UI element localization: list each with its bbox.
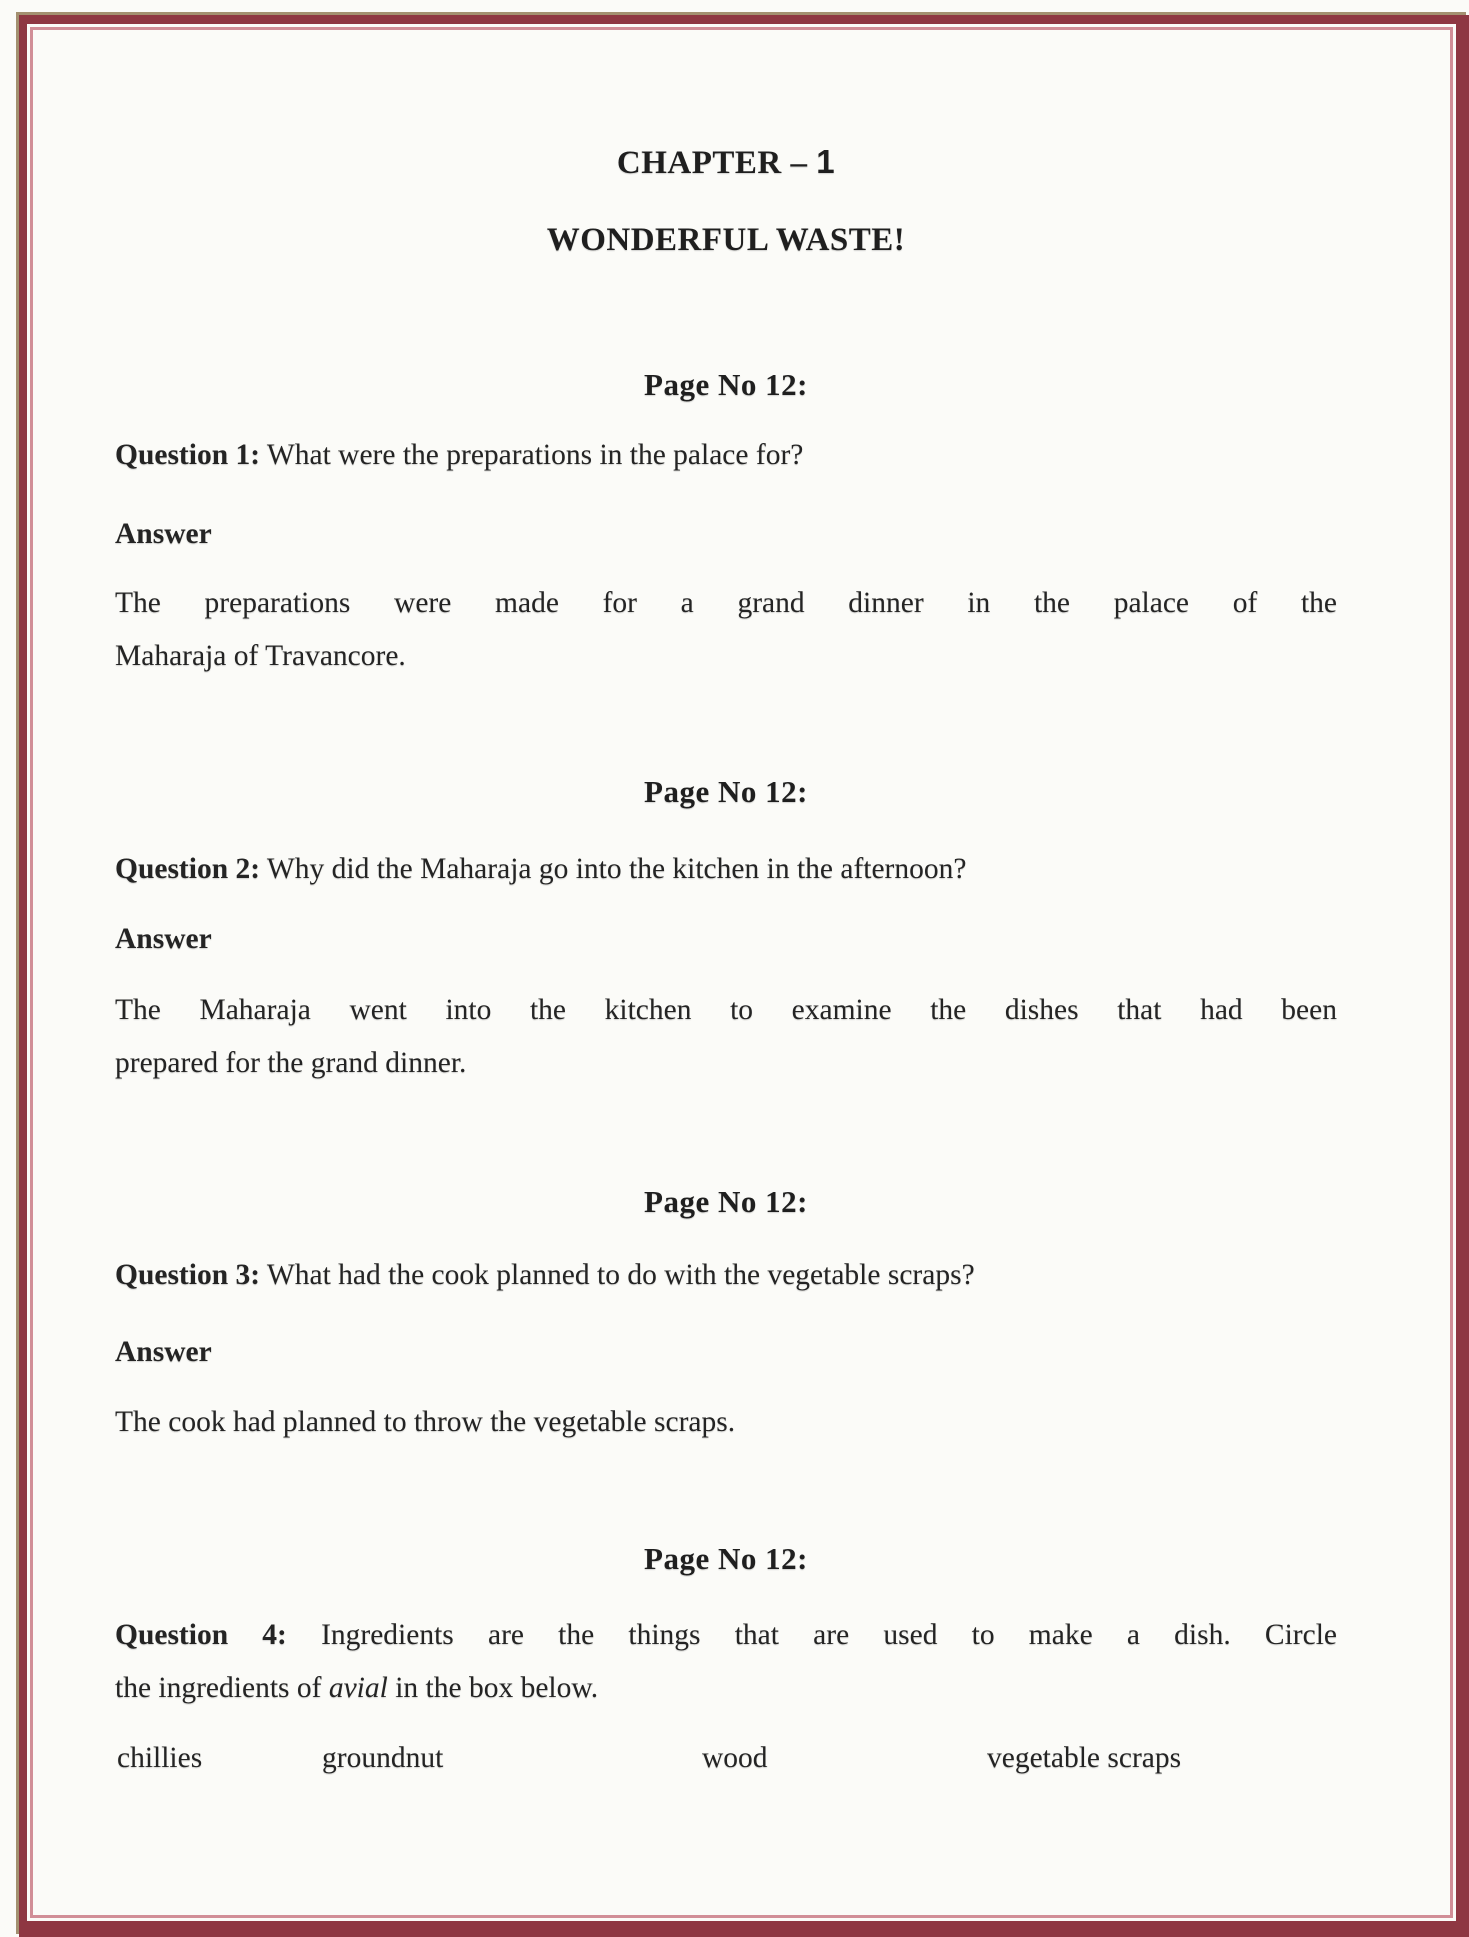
answer-paragraph bbox=[115, 984, 1337, 1090]
chapter-subtitle: WONDERFUL WASTE! bbox=[546, 222, 906, 258]
page-heading: Page No 12: bbox=[644, 1184, 808, 1219]
answer-label: Answer bbox=[115, 1336, 212, 1368]
question-text: the ingredients of bbox=[115, 1672, 329, 1704]
page-heading: Page No 12: bbox=[644, 1541, 808, 1576]
question-text: What were the preparations in the palace for? bbox=[260, 439, 804, 471]
answer-line: prepared for the grand dinner. bbox=[115, 1047, 467, 1079]
chapter-number: 1 bbox=[816, 143, 836, 180]
word-item: wood bbox=[702, 1742, 768, 1774]
question-line bbox=[115, 847, 1337, 891]
question-label: Question 3: bbox=[115, 1259, 261, 1291]
question-label: Question 4: bbox=[115, 1619, 287, 1651]
question-text: What had the cook planned to do with the vegetable scraps? bbox=[260, 1259, 975, 1291]
answer-line: The preparations were made for a grand dinner in the palace of the bbox=[115, 587, 1337, 619]
answer-line: The Maharaja went into the kitchen to examine the dishes that had been bbox=[115, 994, 1337, 1026]
question-text-italic: avial bbox=[328, 1672, 388, 1704]
word-item: groundnut bbox=[322, 1742, 444, 1774]
word-item: vegetable scraps bbox=[987, 1742, 1182, 1774]
page-heading: Page No 12: bbox=[644, 774, 808, 809]
answer-paragraph bbox=[115, 1400, 1337, 1444]
answer-paragraph bbox=[115, 577, 1337, 683]
question-text: Ingredients are the things that are used to make a dish. Circle bbox=[286, 1619, 1337, 1651]
question-line bbox=[115, 1253, 1337, 1297]
question-line bbox=[115, 433, 1337, 477]
question-line bbox=[115, 1609, 1337, 1662]
page-heading: Page No 12: bbox=[644, 367, 808, 402]
question-label: Question 1: bbox=[115, 439, 261, 471]
chapter-title-text: CHAPTER – bbox=[616, 145, 817, 181]
answer-line: Maharaja of Travancore. bbox=[115, 640, 406, 672]
question-label: Question 2: bbox=[115, 853, 261, 885]
ingredient-words-row bbox=[115, 1736, 1337, 1780]
question-line-continued bbox=[115, 1662, 1337, 1715]
page-content bbox=[115, 0, 1337, 1780]
question-text: Why did the Maharaja go into the kitchen in the afternoon? bbox=[260, 853, 967, 885]
answer-label: Answer bbox=[115, 518, 212, 550]
answer-label: Answer bbox=[115, 923, 212, 955]
word-item: chillies bbox=[117, 1742, 203, 1774]
answer-line: The cook had planned to throw the vegetable scraps. bbox=[115, 1406, 736, 1438]
chapter-title bbox=[115, 142, 1337, 183]
question-text: in the box below. bbox=[387, 1672, 599, 1704]
